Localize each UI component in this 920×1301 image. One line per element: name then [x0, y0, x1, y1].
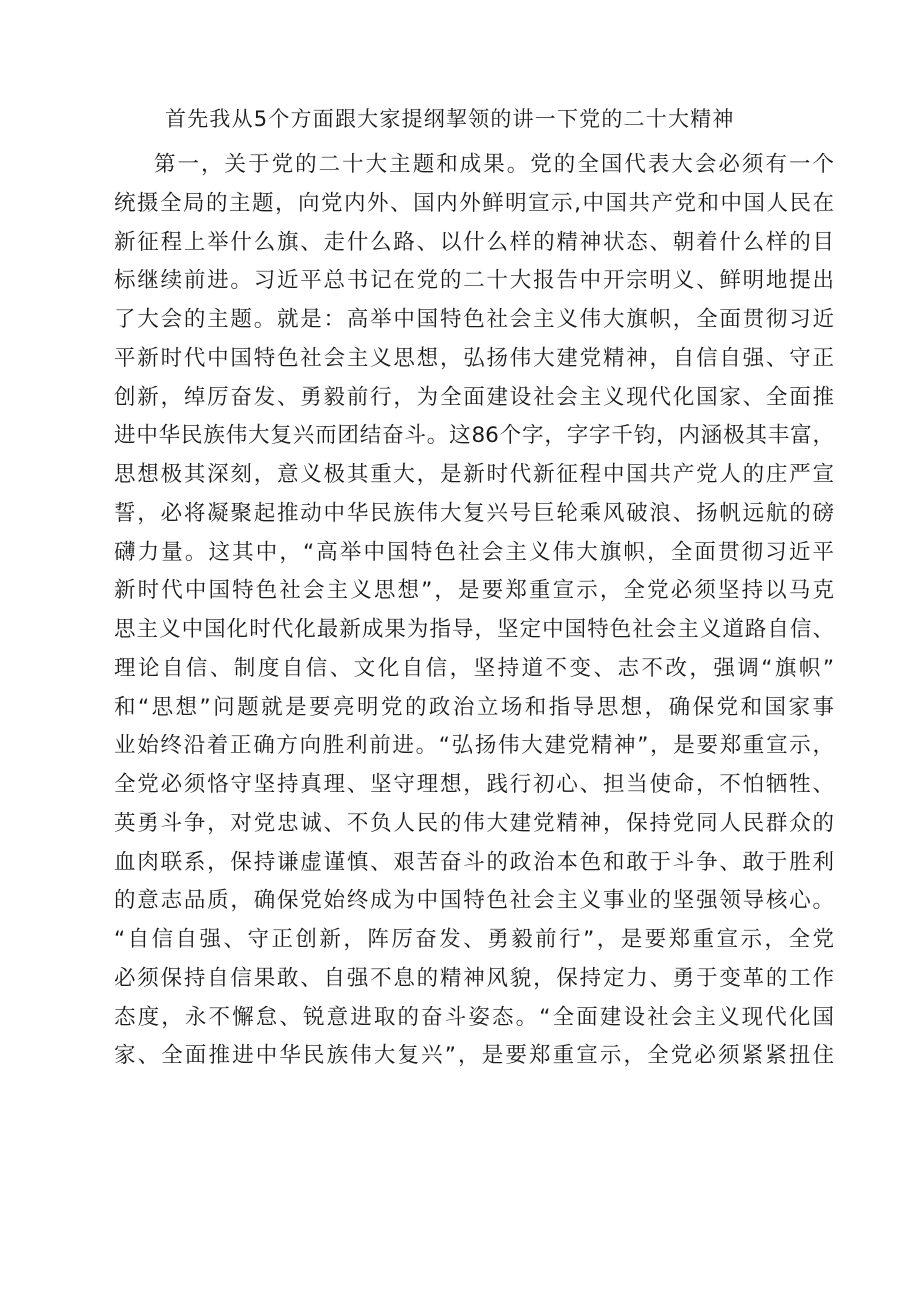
text-line: “自信自强、守正创新，阵厉奋发、勇毅前行”，是要郑重宣示，全党 [114, 927, 834, 952]
text-line: 统摄全局的主题，向党内外、国内外鲜明宣示,中国共产党和中国人民在 [114, 190, 834, 216]
text-line: 态度，永不懈怠、锐意进取的奋斗姿态。“全面建设社会主义现代化国 [114, 1004, 834, 1030]
text-line: 进中华民族伟大复兴而团结奋斗。这86个字，字字千钧，内涵极其丰富， [114, 423, 834, 449]
text-line: 业始终沿着正确方向胜利前进。“弘扬伟大建党精神”，是要郑重宣示， [114, 733, 834, 759]
text-line: 必须保持自信果敢、自强不息的精神风貌，保持定力、勇于变革的工作 [114, 965, 834, 991]
text-line: 誓，必将凝聚起推动中华民族伟大复兴号巨轮乘风破浪、扬帆远航的磅 [114, 500, 834, 526]
text-line: 新时代中国特色社会主义思想”，是要郑重宣示，全党必须坚持以马克 [114, 578, 834, 604]
text-line: 第一，关于党的二十大主题和成果。党的全国代表大会必须有一个 [154, 152, 834, 177]
text-line: 英勇斗争，对党忠诚、不负人民的伟大建党精神，保持党同人民群众的 [114, 810, 834, 836]
text-line: 的意志品质，确保党始终成为中国特色社会主义事业的坚强领导核心。 [114, 888, 834, 914]
text-line: 全党必须恪守坚持真理、坚守理想，践行初心、担当使命，不怕牺牲、 [114, 772, 834, 797]
text-line: 思主义中国化时代化最新成果为指导，坚定中国特色社会主义道路自信、 [114, 617, 834, 642]
text-line: 新征程上举什么旗、走什么路、以什么样的精神状态、朝着什么样的目 [114, 229, 834, 255]
document-body [114, 146, 834, 1076]
text-line: 思想极其深刻，意义极其重大，是新时代新征程中国共产党人的庄严宣 [114, 462, 834, 487]
text-line: 了大会的主题。就是：高举中国特色社会主义伟大旗帜，全面贯彻习近 [114, 307, 834, 332]
text-line: 创新，绰厉奋发、勇毅前行，为全面建设社会主义现代化国家、全面推 [114, 384, 834, 410]
document-heading: 首先我从5个方面跟大家提纲挈领的讲一下党的二十大精神 [165, 107, 735, 131]
text-line: 血肉联系，保持谦虚谨慎、艰苦奋斗的政治本色和敢于斗争、敢于胜利 [114, 849, 834, 875]
text-line: 平新时代中国特色社会主义思想，弘扬伟大建党精神，自信自强、守正 [114, 345, 834, 371]
text-line: 礴力量。这其中，“高举中国特色社会主义伟大旗帜，全面贯彻习近平 [114, 539, 834, 565]
text-line: 家、全面推进中华民族伟大复兴”，是要郑重宣示，全党必须紧紧扭住 [114, 1043, 834, 1069]
text-line: 和“思想”问题就是要亮明党的政治立场和指导思想，确保党和国家事 [114, 694, 834, 720]
text-line: 理论自信、制度自信、文化自信，坚持道不变、志不改，强调“旗帜” [114, 655, 834, 681]
text-line: 标继续前进。习近平总书记在党的二十大报告中开宗明义、鲜明地提出 [114, 268, 834, 294]
